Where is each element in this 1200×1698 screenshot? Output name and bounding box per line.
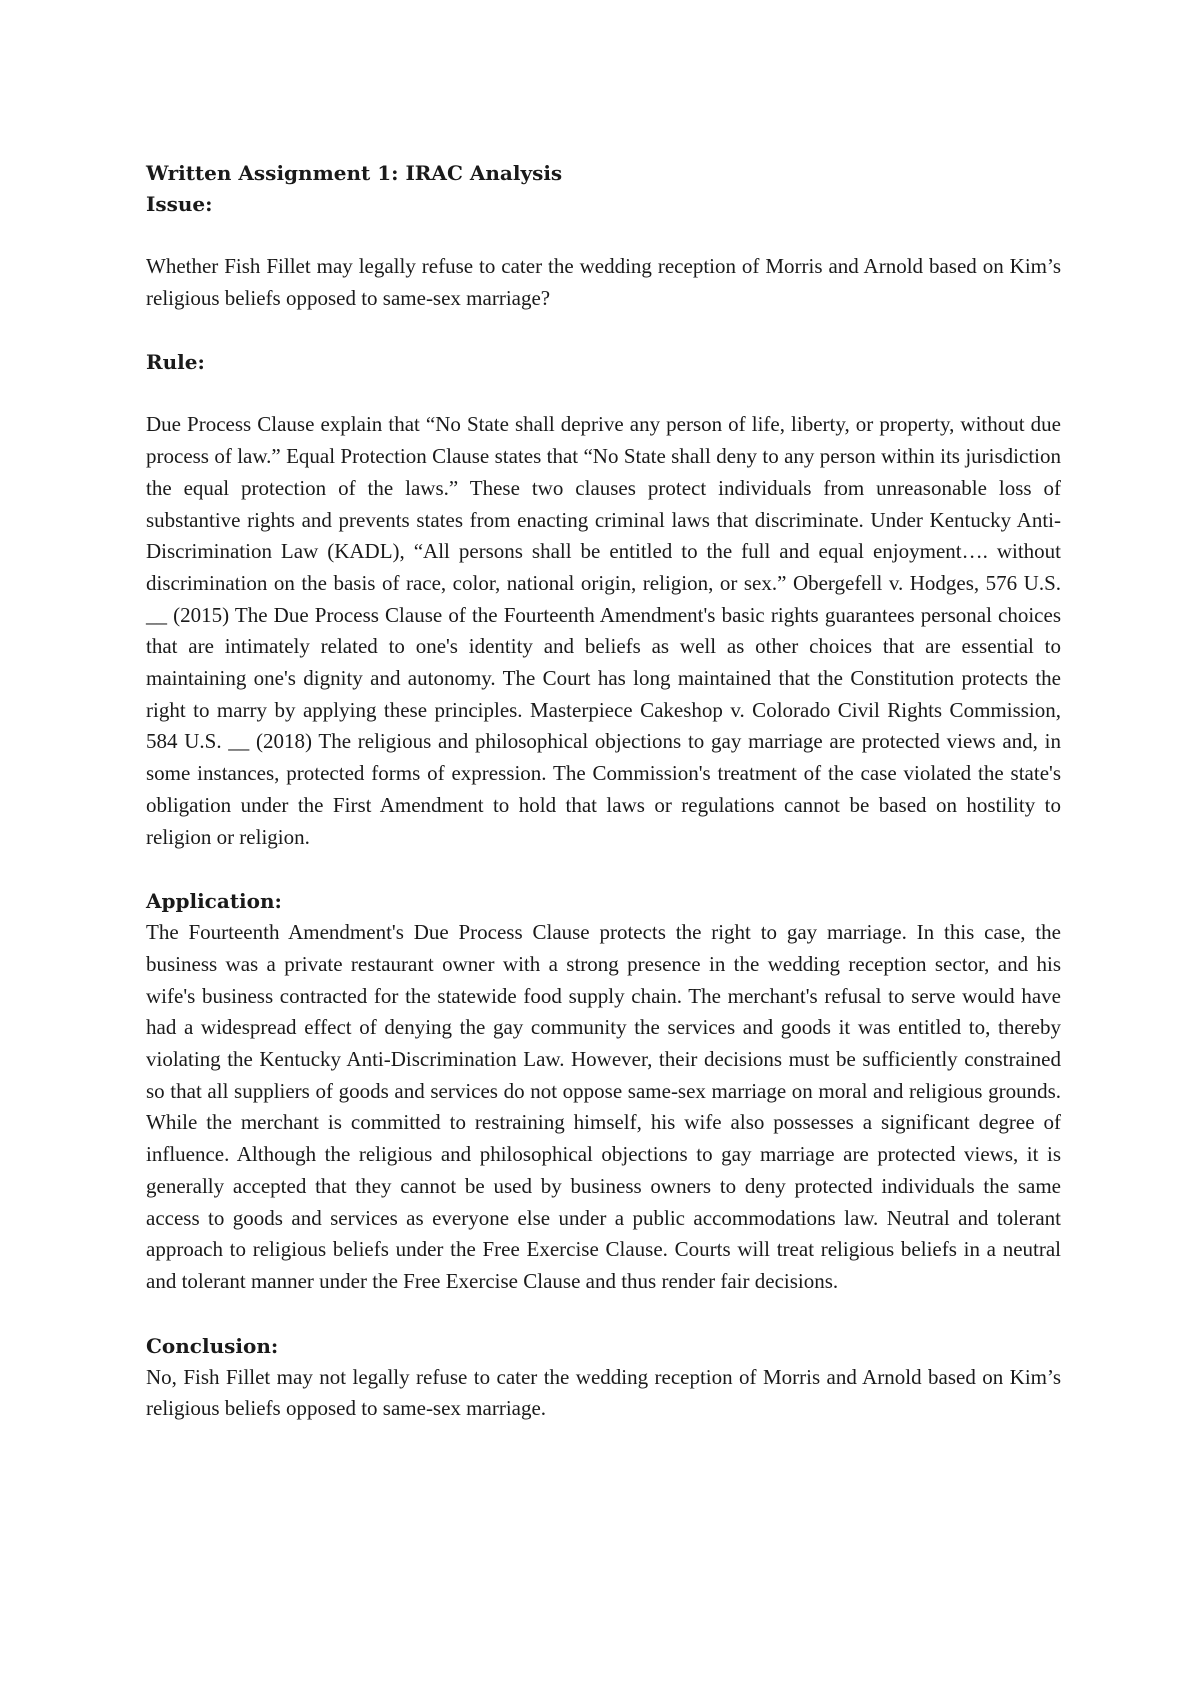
application-text: The Fourteenth Amendment's Due Process Clause protects the right to gay marriage. In this case, the business was a private restaurant owner with a strong presence in the wedding reception sector, and his wife's business contracted for the statewide food supply chain. The merchant's refusal to serve would have had a widespread effect of denying the gay community the services and goods it was entitled to, thereby violating the Kentucky Anti-Discrimination Law. However, their decisions must be sufficiently constrained so that all suppliers of goods and services do not oppose same-sex marriage on moral and religious grounds. While the merchant is committed to restraining himself, his wife also possesses a significant degree of influence. Although the religious and philosophical objections to gay marriage are protected views, it is generally accepted that they cannot be used by business owners to deny protected individuals the same access to goods and services as everyone else under a public accommodations law. Neutral and tolerant approach to religious beliefs under the Free Exercise Clause. Courts will treat religious beliefs in a neutral and tolerant manner under the Free Exercise Clause and thus render fair decisions. xyxy=(146,920,1061,1293)
issue-text: Whether Fish Fillet may legally refuse to cater the wedding reception of Morris and Arnold based on Kim’s religious beliefs opposed to same-sex marriage? xyxy=(146,254,1061,310)
rule-heading: Rule: xyxy=(146,350,205,375)
conclusion-text: No, Fish Fillet may not legally refuse to cater the wedding reception of Morris and Arnold based on Kim’s religious beliefs opposed to same-sex marriage. xyxy=(146,1364,1061,1421)
spacer xyxy=(146,1298,1061,1331)
application-heading: Application: xyxy=(146,889,282,914)
spacer xyxy=(146,220,1061,251)
document-title: Written Assignment 1: IRAC Analysis xyxy=(146,161,563,185)
issue-heading: Issue: xyxy=(146,192,213,216)
rule-text: Due Process Clause explain that “No State shall deprive any person of life, liberty, or property, without due process of law.” Equal Protection Clause states that “No State shall deny to any person within its jurisdiction the equal protection of the laws.” These two clauses protect individuals from unreasonable loss of substantive rights and prevents states from enacting criminal laws that discriminate. Under Kentucky Anti-Discrimination Law (KADL), “All persons shall be entitled to the full and equal enjoyment…. without discrimination on the basis of race, color, national origin, religion, or sex.” Obergefell v. Hodges, 576 U.S. __ (2015) The Due Process Clause of the Fourteenth Amendment's basic rights guarantees personal choices that are intimately related to one's identity and beliefs as well as other choices that are essential to maintaining one's dignity and autonomy. The Court has long maintained that the Constitution protects the right to marry by applying these principles. Masterpiece Cakeshop v. Colorado Civil Rights Commission, 584 U.S. __ (2018) The religious and philosophical objections to gay marriage are protected views and, in some instances, protected forms of expression. The Commission's treatment of the case violated the state's obligation under the First Amendment to hold that laws or regulations cannot be based on hostility to religion or religion. xyxy=(146,412,1061,849)
spacer xyxy=(146,378,1061,409)
spacer xyxy=(146,853,1061,886)
document-page xyxy=(146,158,1061,1425)
conclusion-heading: Conclusion: xyxy=(146,1333,279,1358)
spacer xyxy=(146,314,1061,347)
